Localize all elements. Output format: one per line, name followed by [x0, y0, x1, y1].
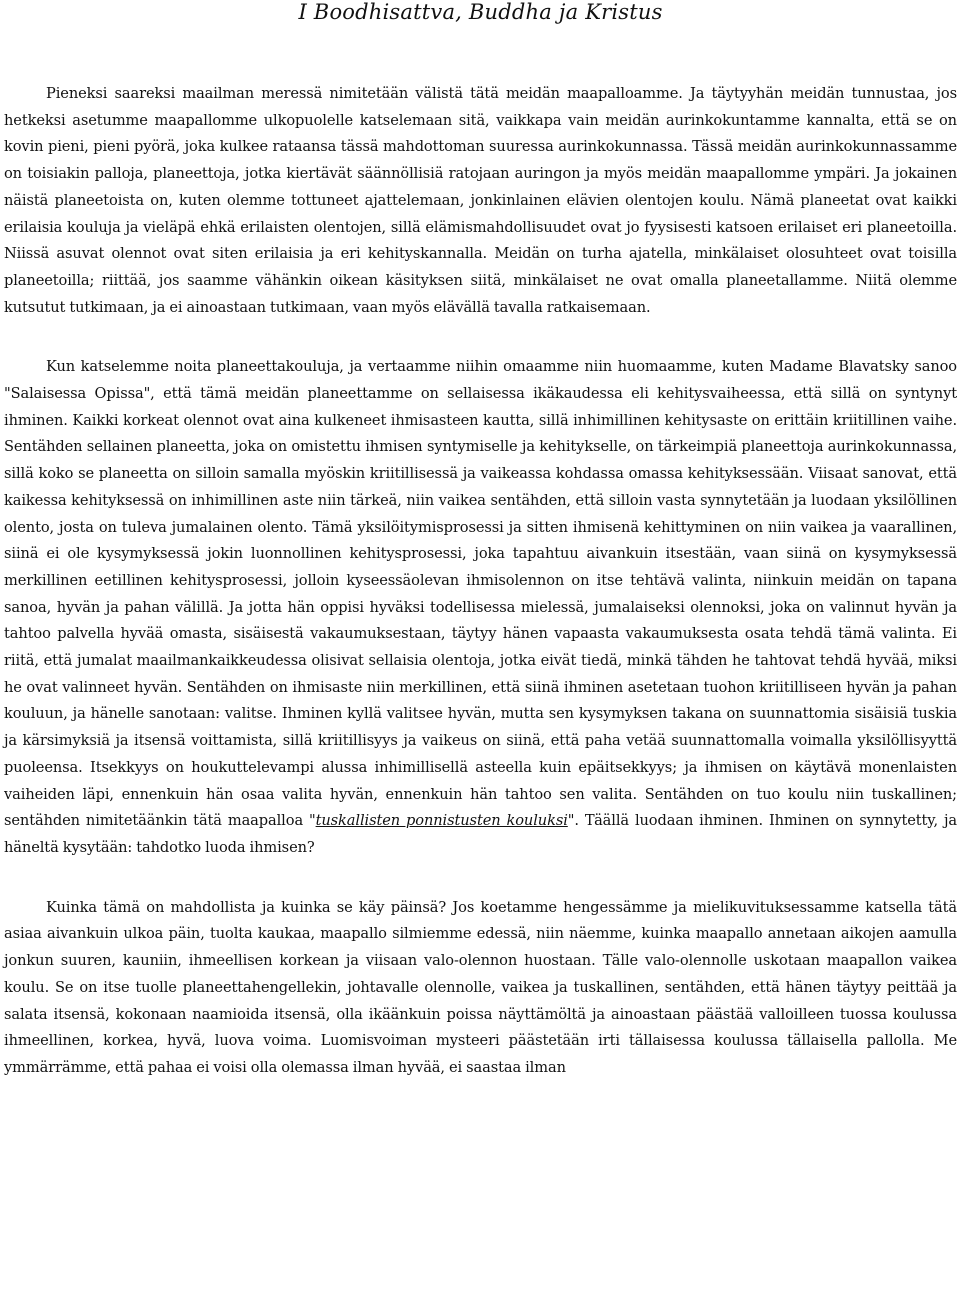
- paragraph-2: [4, 354, 957, 861]
- paragraph-2-text-after: ". Täällä luodaan ihminen. Ihminen on synnytetty, ja häneltä kysytään: tahdotko luoda ihmisen?: [4, 812, 957, 856]
- paragraph-2-text-before: Kun katselemme noita planeettakouluja, ja vertaamme niihin omaamme niin huomaamme, kuten Madame Blavatsky sanoo "Salaisessa Opissa", että tämä meidän planeettamme on sellaisessa ikäkaudessa eli kehitysvaiheessa, että sillä on syntynyt ihminen. Kaikki korkeat olennot ovat aina kulkeneet ihmisasteen kautta, sillä inhimillinen kehitysaste on erittäin kriitillinen vaihe. Sentähden sellainen planeetta, joka on omistettu ihmisen syntymiselle ja kehitykselle, on tärkeimpiä planeettoja aurinkokunnassa, sillä koko se planeetta on silloin samalla myöskin kriitillisessä ja vaikeassa kohdassa omassa kehityksessään. Viisaat sanovat, että kaikessa kehityksessä on inhimillinen aste niin tärkeä, niin vaikea sentähden, että silloin vasta synnytetään ja luodaan yksilöllinen olento, josta on tuleva jumalainen olento. Tämä yksilöitymisprosessi ja sitten ihmisenä kehittyminen on niin vaikea ja vaarallinen, siinä ei ole kysymyksessä jokin luonnollinen kehitysprosessi, joka tapahtuu aivankuin itsestään, vaan siinä on kysymyksessä merkillinen eetillinen kehitysprosessi, jolloin kyseessäolevan ihmisolennon on itse tehtävä valinta, niinkuin meidän on tapana sanoa, hyvän ja pahan välillä. Ja jotta hän oppisi hyväksi todellisessa mielessä, jumalaiseksi olennoksi, joka on valinnut hyvän ja tahtoo palvella hyvää omasta, sisäisestä vakaumuksestaan, täytyy hänen vapaasta vakaumuksesta osata tehdä tämä valinta. Ei riitä, että jumalat maailmankaikkeudessa olisivat sellaisia olentoja, jotka eivät tiedä, minkä tähden he tahtovat tehdä hyvää, miksi he ovat valinneet hyvän. Sentähden on ihmisaste niin merkillinen, että siinä ihminen asetetaan tuohon kriitilliseen hyvän ja pahan kouluun, ja hänelle sanotaan: valitse. Ihminen kyllä valitsee hyvän, mutta sen kysymyksen takana on suunnattomia sisäisiä tuskia ja kärsimyksiä ja itsensä voittamista, sillä kriitillisyys ja vaikeus on siinä, että paha vetää suunnattomalla voimalla yksilöllisyyttä puoleensa. Itsekkyys on houkuttelevampi alussa inhimillisellä asteella kuin epäitsekkyys; ja ihmisen on käytävä monenlaisten vaiheiden läpi, ennenkuin hän osaa valita hyvän, ennenkuin hän tahtoo sen valita. Sentähden on tuo koulu niin tuskallinen; sentähden nimitetäänkin tätä maapalloa ": [4, 358, 957, 830]
- document-page: [4, 0, 957, 1082]
- paragraph-2-quote: tuskallisten ponnistusten kouluksi: [315, 812, 568, 830]
- paragraph-1: Pieneksi saareksi maailman meressä nimitetään välistä tätä meidän maapalloamme. Ja täytyyhän meidän tunnustaa, jos hetkeksi asetumme maapallomme ulkopuolelle katselemaan sitä, vaikkapa vain meidän aurinkokuntamme kannalta, että se on kovin pieni, pieni pyörä, joka kulkee rataansa tässä mahdottoman suuressa aurinkokunnassa. Tässä meidän aurinkokunnassamme on toisiakin palloja, planeettoja, jotka kiertävät säännöllisiä ratojaan auringon ja myös meidän maapallomme ympäri. Ja jokainen näistä planeetoista on, kuten olemme tottuneet ajattelemaan, jonkinlainen elävien olentojen koulu. Nämä planeetat ovat kaikki erilaisia kouluja ja vieläpä ehkä erilaisten olentojen, sillä elämismahdollisuudet ovat jo fyysisesti katsoen erilaiset eri planeetoilla. Niissä asuvat olennot ovat siten erilaisia ja eri kehityskannalla. Meidän on turha ajatella, minkälaiset olosuhteet ovat toisilla planeetoilla; riittää, jos saamme vähänkin oikean käsityksen siitä, minkälaiset ne ovat omalla planeetallamme. Niitä olemme kutsutut tutkimaan, ja ei ainoastaan tutkimaan, vaan myös elävällä tavalla ratkaisemaan.: [4, 85, 957, 316]
- paragraph-3: Kuinka tämä on mahdollista ja kuinka se käy päinsä? Jos koetamme hengessämme ja mielikuvituksessamme katsella tätä asiaa aivankuin ulkoa päin, tuolta kaukaa, maapallo silmiemme edessä, niin näemme, kuinka maapallo annetaan aikojen aamulla jonkun suuren, kauniin, ihmeellisen korkean ja viisaan valo-olennon huostaan. Tälle valo-olennolle uskotaan maapallon vaikea koulu. Se on itse tuolle planeettahengellekin, johtavalle olennolle, vaikea ja tuskallinen, sentähden, että hänen täytyy peittää ja salata itsensä, kokonaan naamioida itsensä, olla ikäänkuin poissa näyttämöltä ja ainoastaan päästää valloilleen tuossa koulussa ihmeellinen, korkea, hyvä, luova voima. Luomisvoiman mysteeri päästetään irti tällaisessa koulussa tällaisella pallolla. Me ymmärrämme, että pahaa ei voisi olla olemassa ilman hyvää, ei saastaa ilman: [4, 898, 957, 1076]
- chapter-title: I Boodhisattva, Buddha ja Kristus: [298, 0, 663, 24]
